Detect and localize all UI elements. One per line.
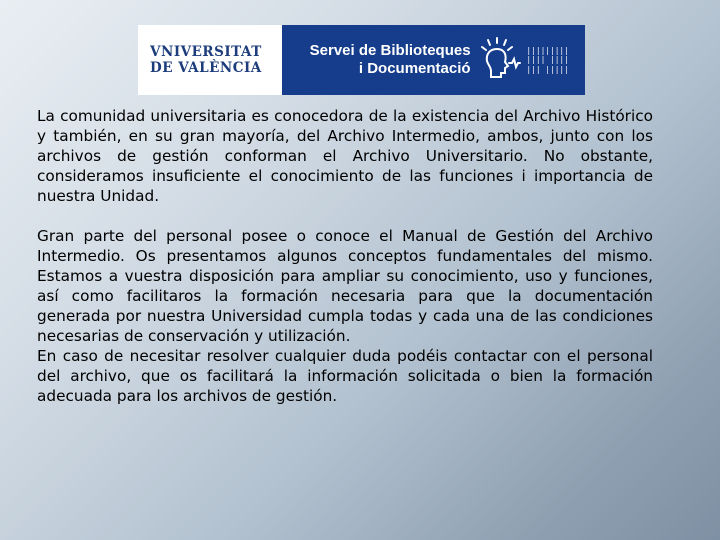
main-text xyxy=(37,106,653,406)
service-name xyxy=(310,42,471,79)
paragraph-manual: Gran parte del personal posee o conoce el Manual de Gestión del Archivo Intermedio. Os presentamos algunos conceptos fundamentales del mismo. Estamos a vuestra disposición para ampliar su conocimiento, uso y funciones, así como facilitaros la formación necesaria para que la documentación generada por nuestra Universidad cumpla todas y cada una de las condiciones necesarias de conservación y utilización. xyxy=(37,227,653,345)
university-logo xyxy=(138,25,282,95)
paragraph-contact: En caso de necesitar resolver cualquier duda podéis contactar con el personal del archivo, que os facilitará la información solicitada o bien la formación adecuada para los archivos de gestión. xyxy=(37,347,653,405)
service-name-line2: i Documentació xyxy=(358,60,471,77)
university-name-line2: DE VALÈNCIA xyxy=(150,60,262,76)
service-name-line1: Servei de Biblioteques xyxy=(309,41,471,59)
university-name-line1: VNIVERSITAT xyxy=(150,43,262,60)
lightbulb-head-icon xyxy=(479,37,521,83)
service-block xyxy=(282,25,585,95)
header-banner xyxy=(138,25,585,95)
barcode-mark: ||||||||| |||| |||| ||| ||||| xyxy=(526,45,569,74)
paragraph-intro: La comunidad universitaria es conocedora de la existencia del Archivo Histórico y también, en su gran mayoría, del Archivo Intermedio, ambos, junto con los archivos de gestión conforman el Archivo Universitario. No obstante, consideramos insuficiente el conocimiento de las funciones i importancia de nuestra Unidad. xyxy=(37,107,653,205)
